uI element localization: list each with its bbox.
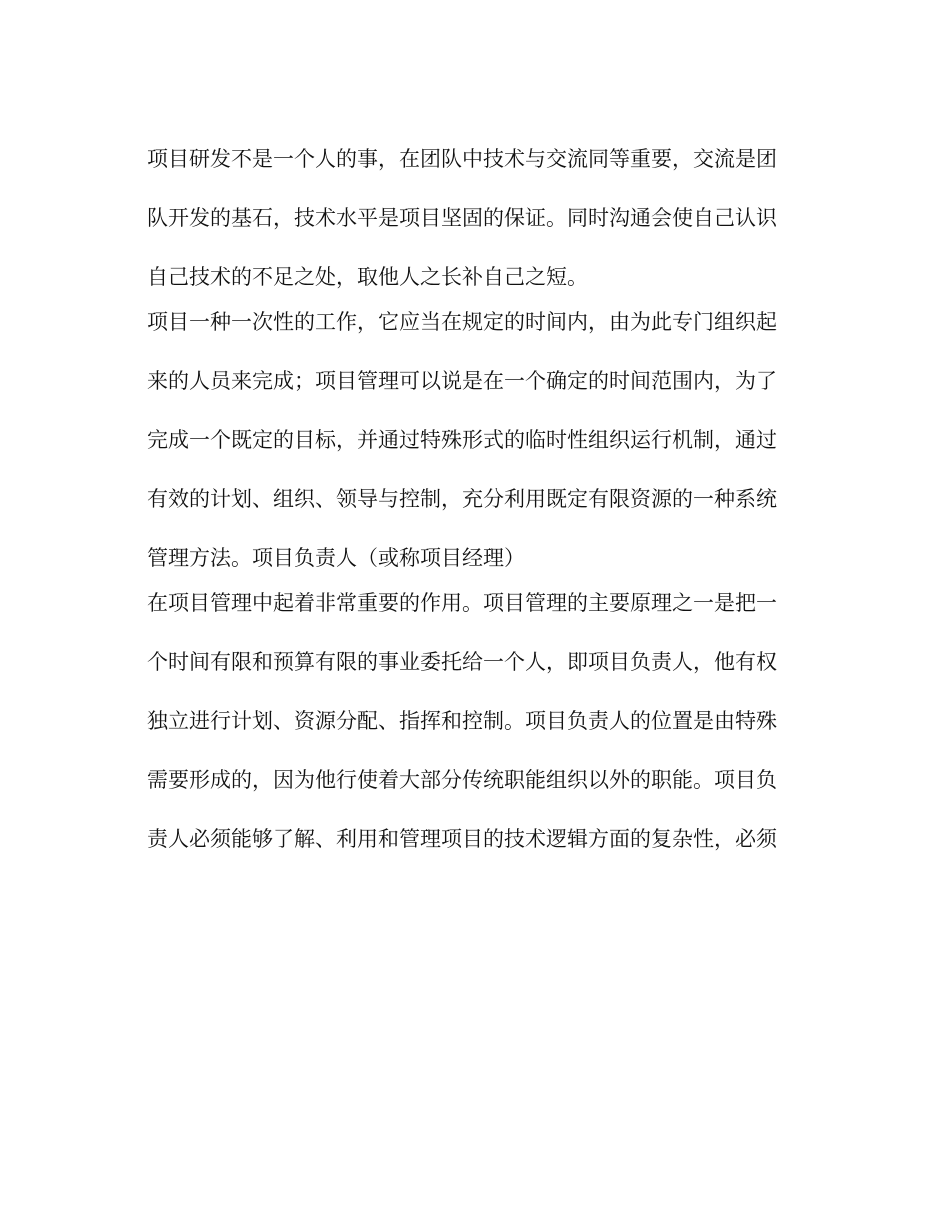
paragraph-line: 项目研发不是一个人的事，在团队中技术与交流同等重要，交流是团: [147, 147, 777, 171]
document-body: [147, 130, 807, 869]
paragraph-line: 需要形成的，因为他行使着大部分传统职能组织以外的职能。项目负: [147, 768, 777, 792]
paragraph-line: 来的人员来完成；项目管理可以说是在一个确定的时间范围内，为了: [147, 369, 777, 393]
paragraph-line: 项目一种一次性的工作，它应当在规定的时间内，由为此专门组织起: [147, 310, 777, 334]
paragraph-line: 队开发的基石，技术水平是项目坚固的保证。同时沟通会使自己认识: [147, 206, 777, 230]
paragraph-project-definition: [147, 293, 807, 588]
paragraph-line: 独立进行计划、资源分配、指挥和控制。项目负责人的位置是由特殊: [147, 709, 777, 733]
paragraph-team-communication: [147, 130, 807, 307]
paragraph-line: 责人必须能够了解、利用和管理项目的技术逻辑方面的复杂性，必须: [147, 827, 777, 851]
paragraph-project-manager-role: [147, 574, 807, 869]
paragraph-line: 个时间有限和预算有限的事业委托给一个人，即项目负责人，他有权: [147, 650, 777, 674]
paragraph-line: 自己技术的不足之处，取他人之长补自己之短。: [147, 265, 588, 289]
paragraph-line: 在项目管理中起着非常重要的作用。项目管理的主要原理之一是把一: [147, 591, 777, 615]
paragraph-line: 完成一个既定的目标，并通过特殊形式的临时性组织运行机制，通过: [147, 428, 777, 452]
paragraph-line: 管理方法。项目负责人（或称项目经理）: [147, 546, 525, 570]
paragraph-line: 有效的计划、组织、领导与控制，充分利用既定有限资源的一种系统: [147, 487, 777, 511]
